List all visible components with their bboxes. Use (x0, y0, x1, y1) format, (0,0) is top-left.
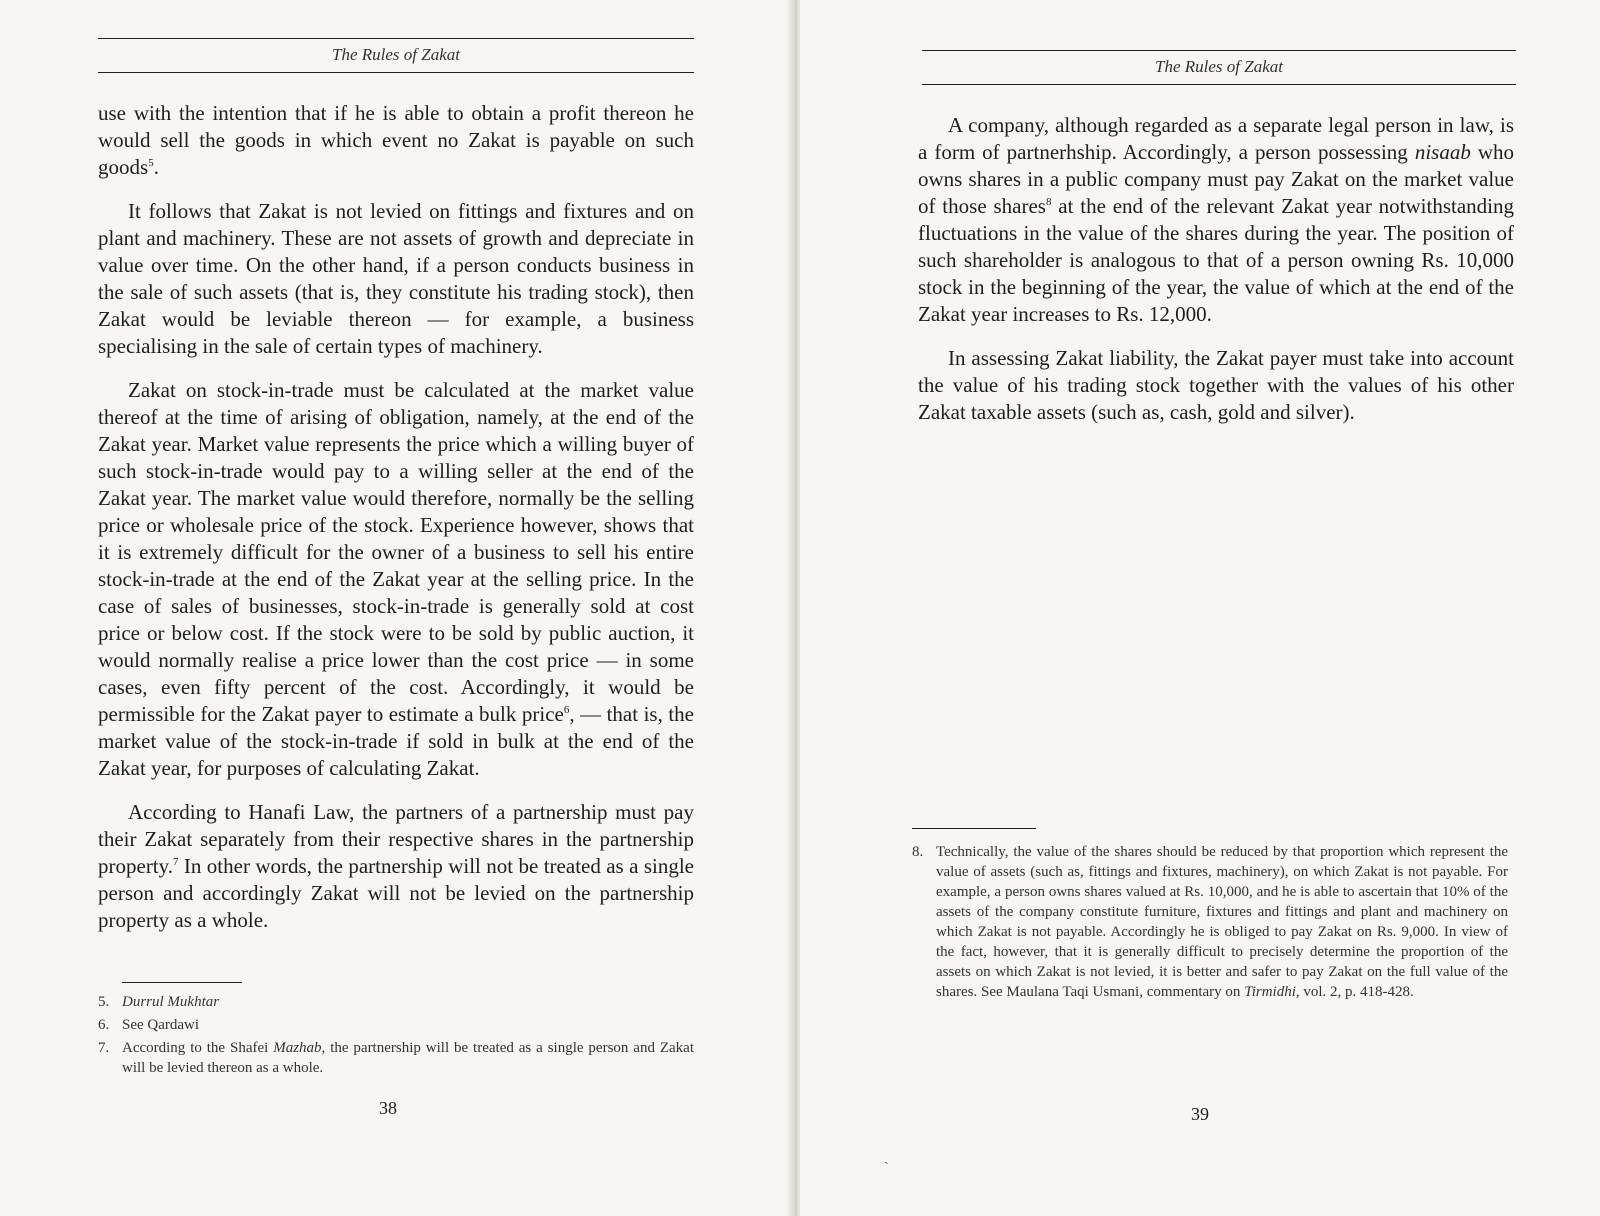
left-body-text (98, 100, 694, 951)
footnote-7: 7. According to the Shafei Mazhab, the partnership will be treated as a single person and Zakat will be levied thereon as a whole. (98, 1040, 694, 1076)
footnote-ref-6: 6 (563, 704, 570, 716)
right-body-text (918, 112, 1514, 443)
header-rule-top (922, 50, 1516, 51)
right-footnotes (912, 842, 1508, 1005)
footnote-ref-7: 7 (173, 856, 179, 868)
paragraph-hanafi-law: According to Hanafi Law, the partners of a partnership must pay their Zakat separately from their respective shares in the partnership property.$^7$ In other words, the partnership will not be treated as a single person and accordingly Zakat will not be levied on the partnership property as a whole. (98, 800, 694, 932)
right-running-header (922, 50, 1516, 86)
footnote-6: 6. See Qardawi (98, 1017, 200, 1033)
left-footnotes (98, 992, 694, 1081)
footnote-5: 5. Durrul Mukhtar (98, 994, 220, 1010)
footnote-ref-8: 8 (1045, 196, 1052, 208)
paragraph-assessing-liability: In assessing Zakat liability, the Zakat payer must take into account the value of his trading stock together with the values of his other Zakat taxable assets (such as, cash, gold and silver). (918, 346, 1514, 424)
paragraph-fittings: It follows that Zakat is not levied on fittings and fixtures and on plant and machinery. These are not assets of growth and depreciate in value over time. On the other hand, if a person conducts business in the sale of such assets (that is, they constitute his trading stock), then Zakat would be leviable thereon — for example, a business specialising in the sale of certain types of machinery. (98, 199, 694, 358)
footnote-separator (912, 828, 1036, 829)
right-header-title: The Rules of Zakat (1155, 57, 1283, 76)
paragraph-continued: use with the intention that if he is able to obtain a profit thereon he would sell the goods in which event no Zakat is payable on such goods$^5$. (98, 101, 694, 179)
left-running-header (98, 38, 694, 74)
scan-speck: ˎ (884, 1150, 889, 1165)
header-rule-top (98, 38, 694, 39)
page-number-39: 39 (1191, 1104, 1209, 1124)
header-rule-bottom (98, 72, 694, 73)
left-page (0, 0, 790, 1216)
right-page (800, 0, 1600, 1216)
footnote-ref-5: 5 (148, 157, 154, 169)
header-rule-bottom (922, 84, 1516, 85)
page-number-38: 38 (379, 1098, 397, 1118)
paragraph-stock-in-trade: Zakat on stock-in-trade must be calculated at the market value thereof at the time of arising of obligation, namely, at the end of the Zakat year. Market value represents the price which a willing buyer of such stock-in-trade would pay to a willing seller at the end of the Zakat year. The market value would therefore, normally be the selling price or wholesale price of the stock. Experience however, shows that it is extremely difficult for the owner of a business to sell his entire stock-in-trade at the end of the Zakat year at the selling price. In the case of sales of businesses, stock-in-trade is generally sold at cost price or below cost. If the stock were to be sold by public auction, it would normally realise a price lower than the cost price — in some cases, even fifty percent of the cost. Accordingly, it would be permissible for the Zakat payer to estimate a bulk price$^6$, — that is, the market value of the stock-in-trade if sold in bulk at the end of the Zakat year, for purposes of calculating Zakat. (98, 378, 694, 780)
left-header-title: The Rules of Zakat (332, 45, 460, 64)
paragraph-company: A company, although regarded as a separate legal person in law, is a form of partnerhship. Accordingly, a person possessing nisaab who owns shares in a public company must pay Zakat on the market value of those shares$^8$ at the end of the relevant Zakat year notwithstanding fluctuations in the value of the shares during the year. The position of such shareholder is analogous to that of a person owning Rs. 10,000 stock in the beginning of the year, the value of which at the end of the Zakat year increases to Rs. 12,000. (918, 113, 1515, 326)
footnote-separator (122, 982, 242, 983)
footnote-8: 8. Technically, the value of the shares should be reduced by that proportion which represent the value of assets (such as, fittings and fixtures, machinery), on which Zakat is not payable. For example, a person owns shares valued at Rs. 10,000, and he is able to ascertain that 10% of the assets of the company constitute furniture, fixtures and fittings and plant and machinery on which Zakat is not payable. Accordingly he is obliged to pay Zakat on Rs. 9,000. In view of the fact, however, that it is generally difficult to precisely determine the proportion of the assets on which Zakat is not levied, it is better and safer to pay Zakat on the full value of the shares. See Maulana Taqi Usmani, commentary on Tirmidhi, vol. 2, p. 418-428. (912, 844, 1508, 1000)
